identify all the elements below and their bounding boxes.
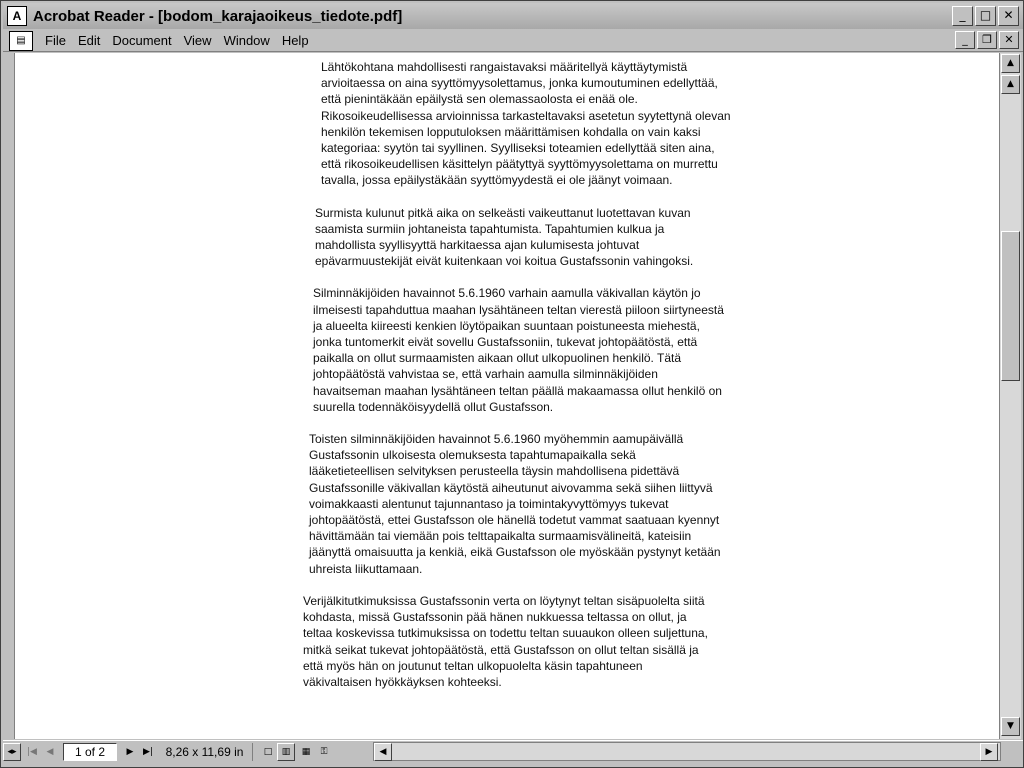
text-line: mitkä seikat tukevat johtopäätöstä, että Gustafsson on ollut teltan sisällä ja [303,642,699,657]
text-line: Silminnäkijöiden havainnot 5.6.1960 varhain aamulla väkivallan käytön jo [313,286,701,301]
page-number-field[interactable]: 1 of 2 [63,743,117,761]
text-line: mahdollista syyllisyyttä harkitaessa ajan kulumisesta johtuvat [315,238,640,253]
text-line: että rikosoikeudellisen käsittelyn päätyttyä syyttömyysolettama on murrettu [321,157,718,172]
status-bar [3,740,1023,762]
previous-page-icon[interactable]: ▲ [1001,75,1020,94]
pdf-page-text [297,59,767,706]
single-page-icon[interactable]: □ [263,746,273,757]
scroll-right-icon[interactable]: ▶ [980,743,998,761]
last-page-icon[interactable]: ▶| [143,746,153,757]
paragraph-1 [321,59,767,189]
close-button[interactable]: ✕ [998,6,1019,26]
maximize-button[interactable]: □ [975,6,996,26]
text-line: jäänyttä omaisuutta ja kenkiä, eikä Gustafsson ole myöskään pystynyt ketään [309,545,721,560]
text-line: paikalla on ollut surmaamisten aikaan ollut ulkopuolinen henkilö. Tätä [313,351,682,366]
paragraph-2 [315,205,767,270]
text-line: uhreista liikuttamaan. [309,561,423,576]
text-line: hävittämään tai viemään pois telttapaikalta surmaamisvälineitä, kateisiin [309,529,692,544]
text-line: teltaa koskevissa tutkimuksissa on todettu teltan suuaukon olleen suljettuna, [303,626,708,641]
text-line: Gustafssonin ulkoisesta olemuksesta tapahtumapaikalla sekä [309,448,636,463]
menu-help[interactable]: Help [281,33,309,48]
text-line: kategoriaa: syytön tai syyllinen. Syylliseksi toteamien edellyttää siten aina, [321,141,715,156]
text-line: voimakkaasti alentunut tajunnantaso ja toimintakyvyttömyys tukevat [309,496,669,511]
acrobat-app-icon[interactable]: A [7,6,27,26]
scroll-thumb[interactable] [1001,231,1020,381]
text-line: Lähtökohtana mahdollisesti rangaistavaksi määritellyä käyttäytymistä [321,60,688,74]
document-window-controls [955,31,1019,49]
menu-view[interactable]: View [183,33,212,48]
scroll-left-icon[interactable]: ◀ [374,743,392,761]
paragraph-3 [313,285,767,415]
scroll-up-icon[interactable]: ▲ [1001,54,1020,73]
scroll-down-icon[interactable]: ▼ [1001,717,1020,736]
paragraph-5 [303,593,767,690]
bookmark-panel-edge[interactable] [3,53,15,739]
text-line: jonka tuntomerkit eivät sovellu Gustafssoniin, tukevat johtopäätöstä, että [313,335,698,350]
minimize-button[interactable]: _ [952,6,973,26]
title-bar[interactable] [3,3,1023,29]
text-line: Verijälkitutkimuksissa Gustafssonin verta on löytynyt teltan sisäpuolelta siitä [303,593,705,608]
text-line: Surmista kulunut pitkä aika on selkeästi vaikeuttanut luotettavan kuvan [315,205,691,220]
first-page-icon[interactable]: |◀ [27,746,37,757]
text-line: että pienintäkään epäilystä sen olemassaolosta ei enää ole. [321,92,638,107]
text-line: saamista surmiin johtaneista tapahtumista. Tapahtumien kulkua ja [315,221,665,236]
page-size-readout: 8,26 x 11,69 in [157,743,253,761]
key-icon[interactable]: ⚿ [320,746,328,757]
text-line: ilmeisesti tapahduttua maahan lysähtäneen teltan vierestä piiloon siirtyneestä [313,302,724,317]
menu-bar [3,30,1023,52]
menu-window[interactable]: Window [223,33,270,48]
text-line: epävarmuustekijät eivät kuitenkaan voi koitua Gustafssonin vahingoksi. [315,254,694,269]
facing-pages-icon[interactable]: ▦ [301,746,311,757]
vertical-scrollbar[interactable] [999,53,1021,739]
text-line: havaitseman maahan lysähtäneen teltan päällä makaamassa ollut henkilö on [313,383,722,398]
doc-restore-button[interactable]: ❐ [977,31,997,49]
menu-edit[interactable]: Edit [77,33,101,48]
menu-file[interactable]: File [45,33,66,48]
text-line: suurella todennäköisyydellä ollut Gustafsson. [313,399,554,414]
text-line: Gustafssonille väkivallan käytöstä aiheutunut aivovamma sekä siihen liittyvä [309,480,713,495]
text-line: kohdasta, missä Gustafssonin pää hänen nukkuessa teltassa on ollut, ja [303,610,687,625]
document-view[interactable] [15,53,999,739]
document-icon[interactable]: ▤ [9,31,33,51]
window-controls [952,6,1019,26]
text-line: tavalla, jossa epäilystäkään syyttömyydestä ei ole jäänyt voimaan. [321,173,673,188]
window-title: Acrobat Reader - [bodom_karajaoikeus_tiedote.pdf] [33,7,403,25]
doc-close-button[interactable]: ✕ [999,31,1019,49]
paragraph-4 [309,431,767,577]
text-line: henkilön tekemisen lopputuloksen määrittämisen kohdalla on vain kaksi [321,124,701,139]
previous-page-button-icon[interactable]: ◀ [46,746,54,757]
doc-minimize-button[interactable]: _ [955,31,975,49]
horizontal-scrollbar[interactable] [373,742,1001,761]
menu-document[interactable]: Document [112,33,172,48]
text-line: johtopäätöstä, ettei Gustafsson ole hänellä todetut vammat saatuaan kyennyt [309,513,720,528]
text-line: johtopäätöstä vahvistaa se, että varhain aamulla silminnäkijöiden [313,367,658,382]
next-page-icon[interactable]: ▶ [126,746,134,757]
text-line: Toisten silminnäkijöiden havainnot 5.6.1960 myöhemmin aamupäivällä [309,432,684,447]
text-line: Rikosoikeudellisessa arvioinnissa tarkasteltavaksi asetetun syytettynä olevan [321,108,731,123]
continuous-page-icon[interactable]: ▥ [277,743,295,761]
text-line: että myös hän on joutunut teltan ulkopuolelta käsin tapahtuneen [303,658,643,673]
text-line: väkivaltaisen hyökkäyksen kohteeksi. [303,674,502,689]
toggle-bookmarks-icon[interactable]: ◂▸ [3,743,21,761]
text-line: arvioitaessa on aina syyttömyysolettamus, jonka kumoutuminen edellyttää, [321,76,718,91]
text-line: lääketieteellisen selvityksen perusteella täysin mahdollisena pidettävä [309,464,680,479]
text-line: ja alueelta kiireesti kenkien löytöpaikan suuntaan poistuneesta miehestä, [313,318,700,333]
